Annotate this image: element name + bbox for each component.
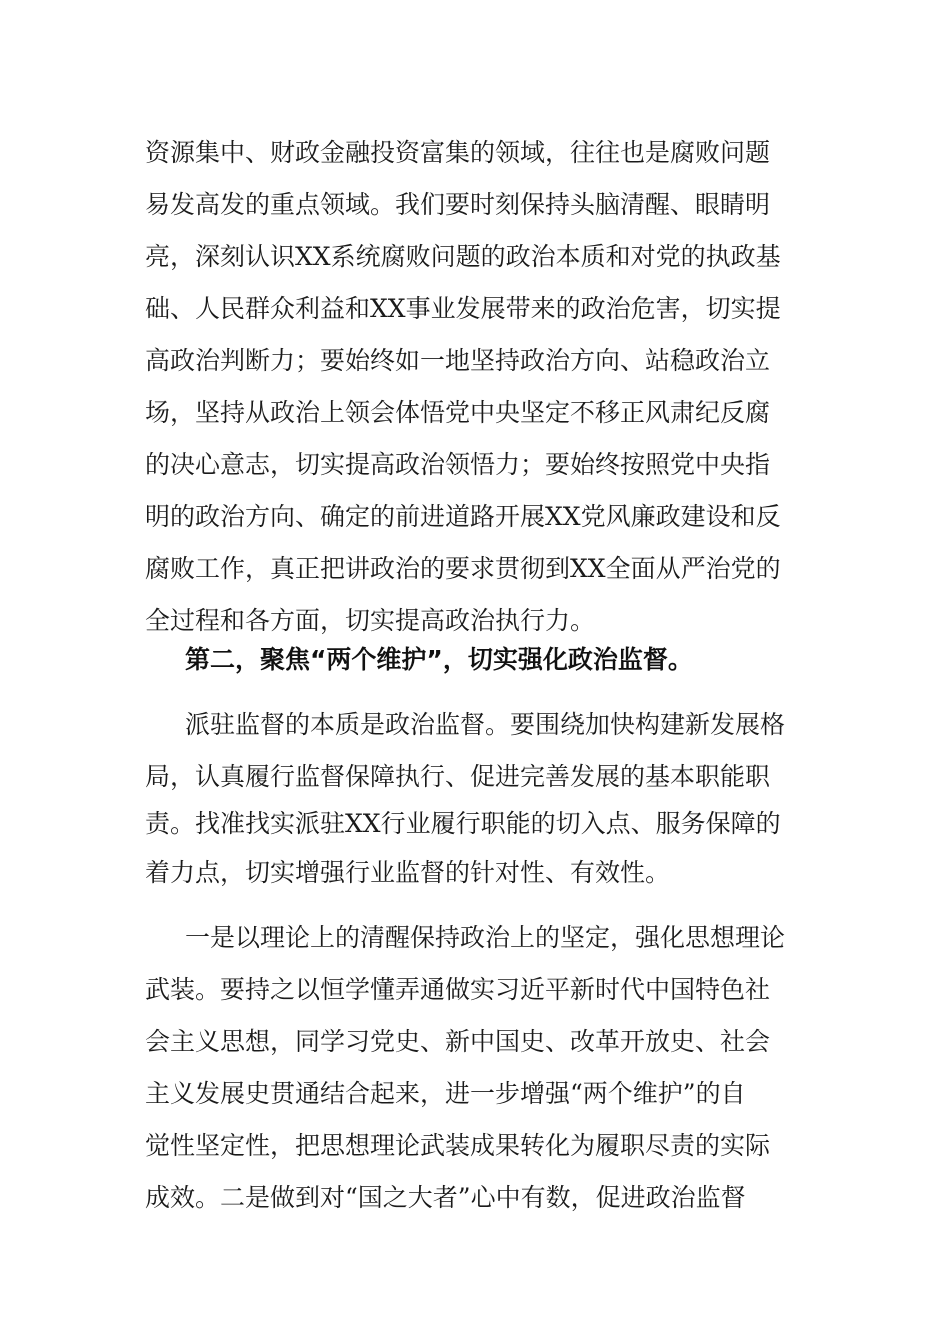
text-line: 明的政治方向、确定的前进道路开展XX党风廉政建设和反 xyxy=(145,502,781,531)
text-line: 成效。二是做到对“国之大者”心中有数，促进政治监督 xyxy=(145,1183,746,1212)
section-heading: 第二，聚焦“两个维护”，切实强化政治监督。 xyxy=(185,645,693,674)
text-line: 础、人民群众利益和XX事业发展带来的政治危害，切实提 xyxy=(145,294,781,323)
text-line: 责。找准找实派驻XX行业履行职能的切入点、服务保障的 xyxy=(145,809,781,838)
text-line: 武装。要持之以恒学懂弄通做实习近平新时代中国特色社 xyxy=(145,975,771,1004)
text-line: 高政治判断力；要始终如一地坚持政治方向、站稳政治立 xyxy=(145,346,771,375)
text-line: 亮，深刻认识XX系统腐败问题的政治本质和对党的执政基 xyxy=(145,242,781,271)
text-line: 的决心意志，切实提高政治领悟力；要始终按照党中央指 xyxy=(145,450,771,479)
text-line: 腐败工作，真正把讲政治的要求贯彻到XX全面从严治党的 xyxy=(145,554,781,583)
text-line: 着力点，切实增强行业监督的针对性、有效性。 xyxy=(145,858,671,887)
text-line: 觉性坚定性，把思想理论武装成果转化为履职尽责的实际 xyxy=(145,1131,771,1160)
text-line: 会主义思想，同学习党史、新中国史、改革开放史、社会 xyxy=(145,1027,771,1056)
text-line: 一是以理论上的清醒保持政治上的坚定，强化思想理论 xyxy=(185,923,786,952)
text-line: 资源集中、财政金融投资富集的领域，往往也是腐败问题 xyxy=(145,138,771,167)
text-line: 派驻监督的本质是政治监督。要围绕加快构建新发展格 xyxy=(185,710,786,739)
text-line: 易发高发的重点领域。我们要时刻保持头脑清醒、眼睛明 xyxy=(145,190,771,219)
text-line: 全过程和各方面，切实提高政治执行力。 xyxy=(145,606,596,635)
text-line: 主义发展史贯通结合起来，进一步增强“两个维护”的自 xyxy=(145,1079,746,1108)
text-line: 场，坚持从政治上领会体悟党中央坚定不移正风肃纪反腐 xyxy=(145,398,771,427)
text-line: 局，认真履行监督保障执行、促进完善发展的基本职能职 xyxy=(145,762,771,791)
